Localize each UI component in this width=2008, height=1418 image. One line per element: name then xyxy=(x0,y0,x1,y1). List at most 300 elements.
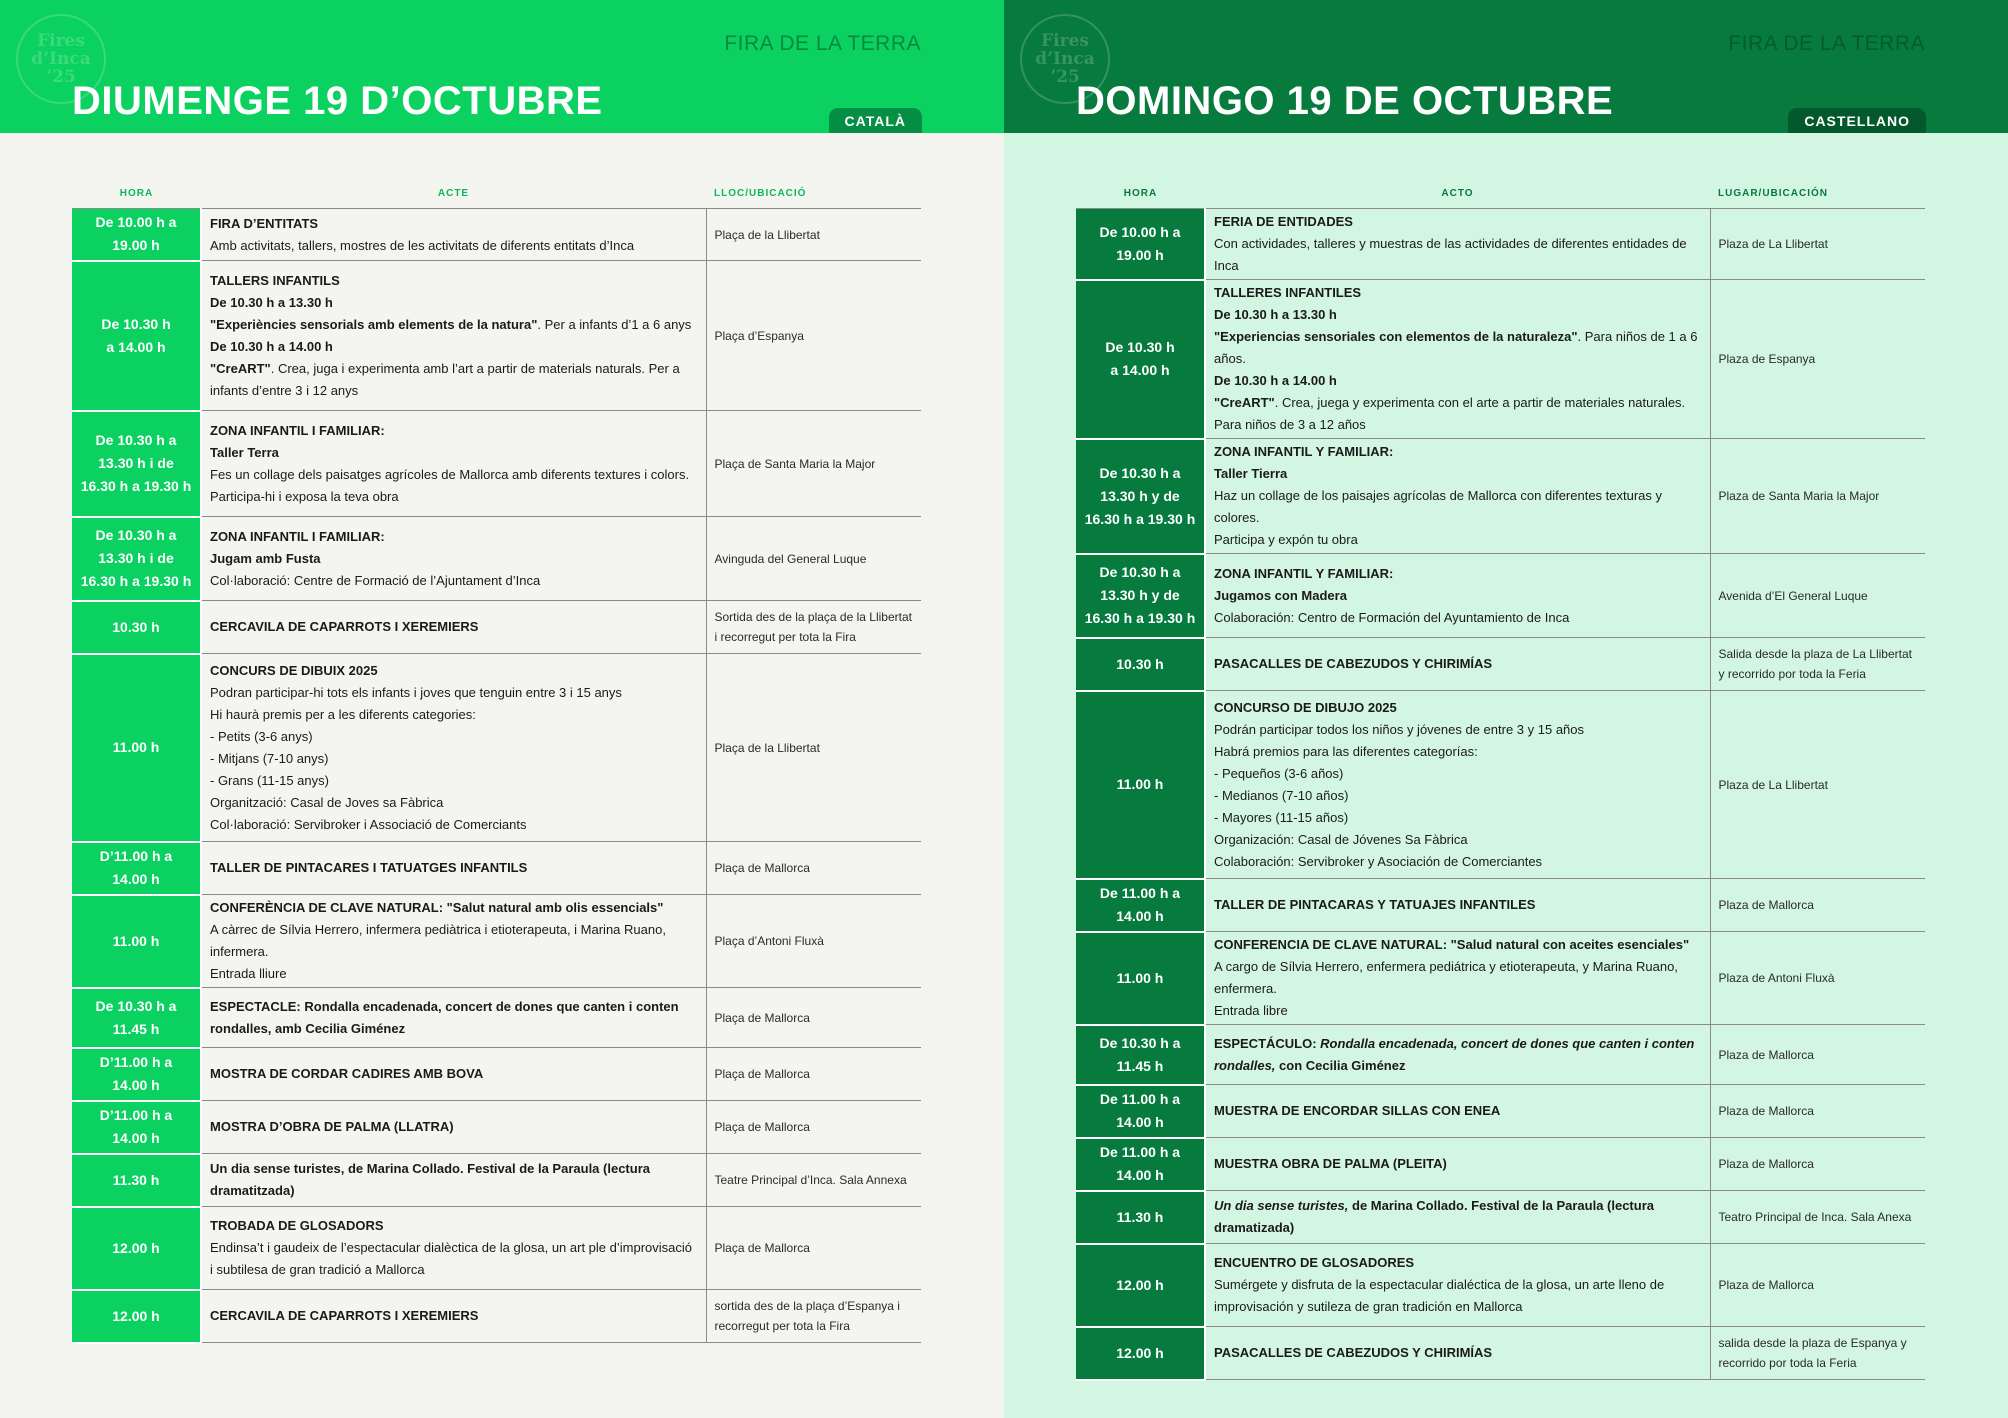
time-cell xyxy=(1076,1191,1205,1244)
activity-line xyxy=(1214,211,1702,233)
time-line: 11.00 h xyxy=(1116,969,1164,986)
table-row xyxy=(1076,1025,1925,1085)
time-line: De 11.00 h a xyxy=(1099,1144,1181,1160)
activity-line xyxy=(1214,563,1702,585)
activity-cell xyxy=(201,1101,706,1154)
activity-line xyxy=(210,464,698,486)
time-line: 19.00 h xyxy=(112,237,160,254)
time-line: 19.00 h xyxy=(1116,246,1164,263)
activity-cell xyxy=(201,895,706,988)
activity-text: . Crea, juga i experimenta amb l’art a partir de materials naturals. Per a infants d’entre 3 i 12 anys xyxy=(210,360,680,398)
activity-line xyxy=(1214,1342,1702,1364)
activity-text: ENCUENTRO DE GLOSADORES xyxy=(1214,1255,1415,1270)
activity-line xyxy=(1214,1274,1702,1318)
activity-cell xyxy=(201,1290,706,1343)
time-line: 16.30 h a 19.30 h xyxy=(1084,510,1196,527)
time-cell xyxy=(1076,1025,1205,1085)
activity-line xyxy=(1214,956,1702,1000)
table-row xyxy=(1076,638,1925,691)
time-line: De 10.30 h a xyxy=(1099,564,1181,580)
time-line: 16.30 h a 19.30 h xyxy=(80,478,192,494)
time-cell xyxy=(1076,1327,1205,1380)
activity-line xyxy=(210,213,698,235)
activity-line xyxy=(210,420,698,442)
time-cell xyxy=(72,1207,201,1290)
table-row xyxy=(72,209,921,261)
time-cell xyxy=(72,601,201,654)
time-line: 11.30 h xyxy=(112,1171,160,1188)
activity-cell xyxy=(1205,1244,1710,1327)
table-row xyxy=(1076,1085,1925,1138)
location-cell: Plaça de la Llibertat xyxy=(706,654,921,842)
time-cell xyxy=(72,1101,201,1154)
time-line: 11.00 h xyxy=(1116,776,1164,792)
activity-line xyxy=(210,1305,698,1327)
time-line: 13.30 h y de xyxy=(1100,487,1180,504)
activity-text: "CreART" xyxy=(1214,395,1275,410)
column-header-location: LLOC/UBICACIÓ xyxy=(706,178,921,209)
location-cell: Plaça d’Espanya xyxy=(706,261,921,411)
column-header-location: LUGAR/UBICACIÓN xyxy=(1710,178,1925,209)
activity-line xyxy=(1214,829,1702,851)
activity-text: CONCURSO DE DIBUJO 2025 xyxy=(1214,699,1397,715)
activity-line xyxy=(1214,1100,1702,1122)
activity-line xyxy=(210,1158,698,1202)
activity-text: PASACALLES DE CABEZUDOS Y CHIRIMÍAS xyxy=(1214,656,1493,671)
activity-text: MUESTRA DE ENCORDAR SILLAS CON ENEA xyxy=(1214,1103,1501,1118)
activity-text: CONCURS DE DIBUIX 2025 xyxy=(210,662,378,678)
activity-line xyxy=(210,748,698,770)
activity-line xyxy=(210,486,698,508)
time-cell xyxy=(1076,932,1205,1025)
activity-text: Fes un collage dels paisatges agrícoles de Mallorca amb diferents textures i colors. xyxy=(210,466,690,482)
activity-line xyxy=(210,770,698,792)
activity-cell xyxy=(1205,1025,1710,1085)
activity-cell xyxy=(201,1207,706,1290)
table-row xyxy=(72,601,921,654)
time-line: 11.00 h xyxy=(112,932,160,949)
activity-line xyxy=(210,1215,698,1237)
time-line: De 10.30 h xyxy=(101,315,171,332)
activity-cell xyxy=(1205,1138,1710,1191)
location-cell: Teatro Principal de Inca. Sala Anexa xyxy=(1710,1191,1925,1244)
logo-line: Fires xyxy=(1041,31,1089,51)
activity-line xyxy=(210,314,698,336)
activity-text: De 10.30 h a 14.00 h xyxy=(210,338,333,354)
activity-line xyxy=(1214,370,1702,392)
activity-text: Sumérgete y disfruta de la espectacular dialéctica de la glosa, un arte lleno de improvisación y sutileza de gran tradición en Mallorca xyxy=(1214,1277,1665,1314)
activity-text: De 10.30 h a 13.30 h xyxy=(210,294,333,310)
table-row xyxy=(1076,1327,1925,1380)
time-line: 11.30 h xyxy=(1116,1208,1164,1225)
time-line: 12.00 h xyxy=(112,1307,160,1324)
activity-text: A càrrec de Sílvia Herrero, infermera pediàtrica i etioterapeuta, i Marina Ruano, infermera. xyxy=(210,922,666,959)
table-row xyxy=(72,261,921,411)
activity-text: MUESTRA OBRA DE PALMA (PLEITA) xyxy=(1214,1156,1447,1171)
activity-text: Participa-hi i exposa la teva obra xyxy=(210,488,399,504)
table-row xyxy=(1076,280,1925,439)
location-cell: salida desde la plaza de Espanya y recorrido por toda la Feria xyxy=(1710,1327,1925,1380)
time-line: 10.30 h xyxy=(1116,655,1164,672)
fair-name: FIRA DE LA TERRA xyxy=(724,32,921,55)
time-cell xyxy=(72,261,201,411)
activity-text: Habrá premios para las diferentes categorías: xyxy=(1214,743,1478,759)
activity-text: CERCAVILA DE CAPARROTS I XEREMIERS xyxy=(210,1308,479,1323)
activity-line xyxy=(1214,282,1702,304)
time-cell xyxy=(72,517,201,601)
time-line: De 10.30 h a xyxy=(1099,464,1181,481)
activity-text: ESPECTACLE: Rondalla encadenada, concert de dones que canten i conten rondalles, amb Cecilia Giménez xyxy=(210,998,679,1036)
table-row xyxy=(1076,1244,1925,1327)
location-cell: Plaça d’Antoni Fluxà xyxy=(706,895,921,988)
activity-text: Haz un collage de los paisajes agrícolas de Mallorca con diferentes texturas y colores. xyxy=(1214,488,1663,525)
location-cell: Avenida d’El General Luque xyxy=(1710,554,1925,638)
activity-line xyxy=(210,1063,698,1085)
time-cell xyxy=(72,411,201,517)
time-line: 14.00 h xyxy=(1116,908,1164,924)
activity-line xyxy=(1214,485,1702,529)
activity-line xyxy=(1214,304,1702,326)
page-title: DIUMENGE 19 D’OCTUBRE xyxy=(72,79,603,123)
table-row xyxy=(72,517,921,601)
activity-line xyxy=(210,442,698,464)
table-row xyxy=(72,988,921,1048)
activity-text: Taller Terra xyxy=(210,444,279,460)
activity-text: Hi haurà premis per a les diferents categories: xyxy=(210,706,476,722)
activity-line xyxy=(210,919,698,963)
activity-line xyxy=(1214,741,1702,763)
activity-text: - Pequeños (3-6 años) xyxy=(1214,765,1344,781)
activity-line xyxy=(210,814,698,836)
table-row xyxy=(72,654,921,842)
table-row xyxy=(72,1101,921,1154)
activity-line xyxy=(1214,807,1702,829)
location-cell: Sortida des de la plaça de la Llibertat i recorregut per tota la Fira xyxy=(706,601,921,654)
location-cell: Plaza de Antoni Fluxà xyxy=(1710,932,1925,1025)
page-title: DOMINGO 19 DE OCTUBRE xyxy=(1076,79,1614,123)
time-line: De 10.30 h xyxy=(1105,339,1175,355)
activity-line xyxy=(1214,326,1702,370)
time-line: D’11.00 h a xyxy=(99,848,173,864)
schedule-table xyxy=(72,178,921,1344)
location-cell: Plaza de Santa Maria la Major xyxy=(1710,439,1925,554)
table-row xyxy=(72,842,921,895)
activity-text: De 10.30 h a 13.30 h xyxy=(1214,307,1337,322)
activity-cell xyxy=(1205,691,1710,879)
activity-text: ZONA INFANTIL I FAMILIAR: xyxy=(210,528,385,544)
activity-text: CERCAVILA DE CAPARROTS I XEREMIERS xyxy=(210,619,479,634)
time-cell xyxy=(72,895,201,988)
activity-text: . Per a infants d’1 a 6 anys xyxy=(537,316,692,332)
activity-text: Endinsa’t i gaudeix de l’espectacular dialèctica de la glosa, un art ple d’improvisació i subtilesa de gran tradició a Mallorca xyxy=(210,1240,692,1277)
time-line: De 10.00 h a xyxy=(1099,223,1181,240)
activity-cell xyxy=(1205,879,1710,932)
activity-line xyxy=(210,616,698,638)
table-row xyxy=(72,1154,921,1207)
activity-text: Con actividades, talleres y muestras de las actividades de diferentes entidades de Inca xyxy=(1214,236,1687,273)
activity-text: "Experiencias sensoriales con elementos de la naturaleza" xyxy=(1214,329,1578,344)
activity-text: Podrán participar todos los niños y jóvenes de entre 3 y 15 años xyxy=(1214,721,1585,737)
location-cell: Teatre Principal d’Inca. Sala Annexa xyxy=(706,1154,921,1207)
location-cell: Plaza de Mallorca xyxy=(1710,879,1925,932)
time-cell xyxy=(1076,209,1205,280)
language-tab: CASTELLANO xyxy=(1788,108,1926,133)
activity-line xyxy=(210,1237,698,1281)
activity-cell xyxy=(201,209,706,261)
activity-line xyxy=(210,857,698,879)
activity-text: - Petits (3-6 anys) xyxy=(210,728,313,744)
time-line: De 10.30 h a xyxy=(1099,1034,1181,1051)
activity-text: ZONA INFANTIL Y FAMILIAR: xyxy=(1214,565,1394,581)
column-header-time: HORA xyxy=(72,178,201,209)
table-row xyxy=(1076,1191,1925,1244)
location-cell: Avinguda del General Luque xyxy=(706,517,921,601)
table-row xyxy=(1076,691,1925,879)
activity-text: Taller Tierra xyxy=(1214,466,1288,481)
activity-cell xyxy=(201,411,706,517)
table-row xyxy=(72,1290,921,1343)
activity-line xyxy=(210,726,698,748)
time-cell xyxy=(72,842,201,895)
time-cell xyxy=(1076,1085,1205,1138)
table-row xyxy=(1076,932,1925,1025)
time-line: De 11.00 h a xyxy=(1099,885,1181,901)
activity-text: de Marina Collado. Festival de la Paraula (lectura dramatizada) xyxy=(1214,1198,1654,1235)
activity-text: . Para niños de 1 a 6 años. xyxy=(1214,329,1698,366)
activity-text: FIRA D’ENTITATS xyxy=(210,215,319,231)
activity-text: TALLER DE PINTACARES I TATUATGES INFANTILS xyxy=(210,860,528,875)
activity-text: Colaboración: Servibroker y Asociación de Comerciantes xyxy=(1214,853,1543,869)
logo-line: ’25 xyxy=(1050,67,1080,87)
activity-text: TALLER DE PINTACARAS Y TATUAJES INFANTILES xyxy=(1214,897,1536,912)
activity-line xyxy=(1214,233,1702,277)
logo-line: d’Inca xyxy=(1035,49,1095,69)
time-line: a 14.00 h xyxy=(106,338,166,355)
column-header-activity: ACTO xyxy=(1205,178,1710,209)
location-cell: Plaza de Espanya xyxy=(1710,280,1925,439)
time-line: 10.30 h xyxy=(112,618,160,635)
activity-line xyxy=(210,963,698,985)
time-cell xyxy=(1076,638,1205,691)
activity-line xyxy=(1214,392,1702,436)
activity-text: Organización: Casal de Jóvenes Sa Fàbrica xyxy=(1214,831,1468,847)
location-cell: Salida desde la plaza de La Llibertat y recorrido por toda la Feria xyxy=(1710,638,1925,691)
time-line: 13.30 h y de xyxy=(1100,587,1180,603)
time-cell xyxy=(1076,1138,1205,1191)
activity-text: PASACALLES DE CABEZUDOS Y CHIRIMÍAS xyxy=(1214,1345,1493,1360)
activity-line xyxy=(210,682,698,704)
activity-text: Col·laboració: Centre de Formació de l’Ajuntament d’Inca xyxy=(210,572,541,588)
time-line: 14.00 h xyxy=(112,1130,160,1146)
location-cell: Plaza de Mallorca xyxy=(1710,1244,1925,1327)
activity-line xyxy=(1214,894,1702,916)
time-cell xyxy=(1076,691,1205,879)
activity-cell xyxy=(1205,280,1710,439)
activity-text: TALLERS INFANTILS xyxy=(210,272,340,288)
time-line: 11.45 h xyxy=(1116,1057,1164,1074)
activity-cell xyxy=(1205,439,1710,554)
table-row xyxy=(72,1048,921,1101)
activity-line xyxy=(1214,1252,1702,1274)
activity-line xyxy=(1214,585,1702,607)
activity-text: Jugam amb Fusta xyxy=(210,550,321,566)
location-cell: Plaça de Mallorca xyxy=(706,988,921,1048)
activity-text: - Mitjans (7-10 anys) xyxy=(210,750,329,766)
page-spanish xyxy=(1004,0,2008,1418)
activity-text: - Medianos (7-10 años) xyxy=(1214,787,1349,803)
activity-text: MOSTRA DE CORDAR CADIRES AMB BOVA xyxy=(210,1066,484,1081)
time-line: 16.30 h a 19.30 h xyxy=(80,573,192,589)
time-line: De 10.30 h a xyxy=(95,432,177,448)
activity-cell xyxy=(1205,554,1710,638)
activity-line xyxy=(210,235,698,257)
activity-text: Organització: Casal de Joves sa Fàbrica xyxy=(210,794,444,810)
activity-line xyxy=(1214,441,1702,463)
activity-text: CONFERÈNCIA DE CLAVE NATURAL: "Salut natural amb olis essencials" xyxy=(210,900,664,915)
activity-cell xyxy=(1205,638,1710,691)
location-cell: Plaça de Mallorca xyxy=(706,1207,921,1290)
activity-line xyxy=(1214,851,1702,873)
location-cell: Plaça de Mallorca xyxy=(706,1101,921,1154)
time-cell xyxy=(1076,1244,1205,1327)
activity-text: TROBADA DE GLOSADORS xyxy=(210,1218,384,1233)
activity-text: MOSTRA D’OBRA DE PALMA (LLATRA) xyxy=(210,1119,454,1134)
location-cell: Plaça de Mallorca xyxy=(706,842,921,895)
location-cell: Plaça de Mallorca xyxy=(706,1048,921,1101)
activity-cell xyxy=(201,261,706,411)
activity-line xyxy=(210,660,698,682)
activity-text: Entrada lliure xyxy=(210,966,287,981)
activity-text: Rondalla encadenada, concert de dones que canten i conten rondalles, xyxy=(1214,1035,1695,1073)
time-line: 11.45 h xyxy=(112,1020,160,1037)
time-line: D’11.00 h a xyxy=(99,1107,173,1123)
activity-line xyxy=(210,704,698,726)
activity-text: Entrada libre xyxy=(1214,1003,1288,1018)
activity-text: "Experiències sensorials amb elements de la natura" xyxy=(210,316,538,332)
schedule-body xyxy=(72,209,921,1343)
activity-cell xyxy=(1205,932,1710,1025)
location-cell: Plaza de Mallorca xyxy=(1710,1025,1925,1085)
activity-cell xyxy=(201,601,706,654)
time-line: 14.00 h xyxy=(112,871,160,887)
activity-cell xyxy=(201,654,706,842)
time-cell xyxy=(72,1154,201,1207)
location-cell: Plaça de la Llibertat xyxy=(706,209,921,261)
table-row xyxy=(1076,439,1925,554)
activity-cell xyxy=(1205,209,1710,280)
time-line: 12.00 h xyxy=(1116,1344,1164,1361)
activity-line xyxy=(210,996,698,1040)
table-row xyxy=(1076,1138,1925,1191)
language-tab: CATALÀ xyxy=(829,108,922,133)
activity-text: ZONA INFANTIL I FAMILIAR: xyxy=(210,422,385,438)
activity-line xyxy=(210,336,698,358)
logo-line: d’Inca xyxy=(31,49,91,69)
time-cell xyxy=(1076,879,1205,932)
activity-line xyxy=(1214,529,1702,551)
activity-line xyxy=(210,548,698,570)
activity-cell xyxy=(201,1048,706,1101)
time-cell xyxy=(72,1290,201,1343)
activity-line xyxy=(1214,934,1702,956)
activity-text: A cargo de Sílvia Herrero, enfermera pediátrica y etioterapeuta, y Marina Ruano, enfermera. xyxy=(1214,959,1678,996)
activity-text: . Crea, juega y experimenta con el arte a partir de materiales naturales. Para niños de 3 a 12 años xyxy=(1214,395,1686,432)
fair-name: FIRA DE LA TERRA xyxy=(1728,32,1925,55)
activity-line xyxy=(1214,653,1702,675)
activity-text: Un dia sense turistes, de Marina Collado. Festival de la Paraula (lectura dramatitzada) xyxy=(210,1161,650,1198)
time-line: D’11.00 h a xyxy=(99,1054,173,1070)
time-cell xyxy=(1076,554,1205,638)
activity-cell xyxy=(201,988,706,1048)
schedule-table xyxy=(1076,178,1925,1381)
activity-text: Colaboración: Centro de Formación del Ayuntamiento de Inca xyxy=(1214,609,1570,625)
activity-text: Un dia sense turistes, xyxy=(1214,1198,1349,1213)
time-line: 12.00 h xyxy=(1116,1276,1164,1293)
time-line: De 10.30 h a xyxy=(95,997,177,1014)
activity-text: Podran participar-hi tots els infants i joves que tenguin entre 3 i 15 anys xyxy=(210,684,622,700)
activity-text: TALLERES INFANTILES xyxy=(1214,285,1362,300)
activity-line xyxy=(210,792,698,814)
time-line: 16.30 h a 19.30 h xyxy=(1084,610,1196,626)
column-header-activity: ACTE xyxy=(201,178,706,209)
time-line: De 10.00 h a xyxy=(95,214,177,231)
activity-cell xyxy=(1205,1085,1710,1138)
time-line: 14.00 h xyxy=(1116,1167,1164,1183)
time-line: 14.00 h xyxy=(1116,1114,1164,1130)
activity-text: con Cecilia Giménez xyxy=(1275,1057,1406,1073)
activity-cell xyxy=(201,1154,706,1207)
activity-text: De 10.30 h a 14.00 h xyxy=(1214,373,1337,388)
activity-text: - Mayores (11-15 años) xyxy=(1214,809,1349,825)
time-cell xyxy=(1076,439,1205,554)
table-header-row xyxy=(72,178,921,209)
activity-text: FERIA DE ENTIDADES xyxy=(1214,214,1353,229)
activity-line xyxy=(1214,1153,1702,1175)
time-cell xyxy=(72,209,201,261)
table-row xyxy=(72,895,921,988)
activity-line xyxy=(1214,1000,1702,1022)
activity-text: Participa y expón tu obra xyxy=(1214,532,1358,547)
activity-line xyxy=(1214,697,1702,719)
time-line: 14.00 h xyxy=(112,1077,160,1093)
location-cell: Plaza de Mallorca xyxy=(1710,1138,1925,1191)
activity-line xyxy=(210,270,698,292)
table-header-row xyxy=(1076,178,1925,209)
activity-line xyxy=(1214,763,1702,785)
time-line: 13.30 h i de xyxy=(98,550,174,566)
time-line: De 11.00 h a xyxy=(1099,1091,1181,1107)
activity-line xyxy=(1214,607,1702,629)
time-line: 11.00 h xyxy=(112,739,160,755)
activity-line xyxy=(1214,1033,1702,1077)
schedule-body xyxy=(1076,209,1925,1380)
logo-line: ’25 xyxy=(46,67,76,87)
time-line: 13.30 h i de xyxy=(98,455,174,471)
activity-text: - Grans (11-15 anys) xyxy=(210,772,329,788)
column-header-time: HORA xyxy=(1076,178,1205,209)
activity-text: ZONA INFANTIL Y FAMILIAR: xyxy=(1214,444,1394,459)
activity-cell xyxy=(1205,1191,1710,1244)
activity-text: Jugamos con Madera xyxy=(1214,587,1347,603)
activity-line xyxy=(210,897,698,919)
time-cell xyxy=(72,988,201,1048)
location-cell: sortida des de la plaça d’Espanya i recorregut per tota la Fira xyxy=(706,1290,921,1343)
location-cell: Plaza de Mallorca xyxy=(1710,1085,1925,1138)
activity-text: ESPECTÁCULO: xyxy=(1214,1035,1321,1051)
activity-cell xyxy=(201,517,706,601)
activity-line xyxy=(1214,1195,1702,1239)
activity-line xyxy=(1214,719,1702,741)
